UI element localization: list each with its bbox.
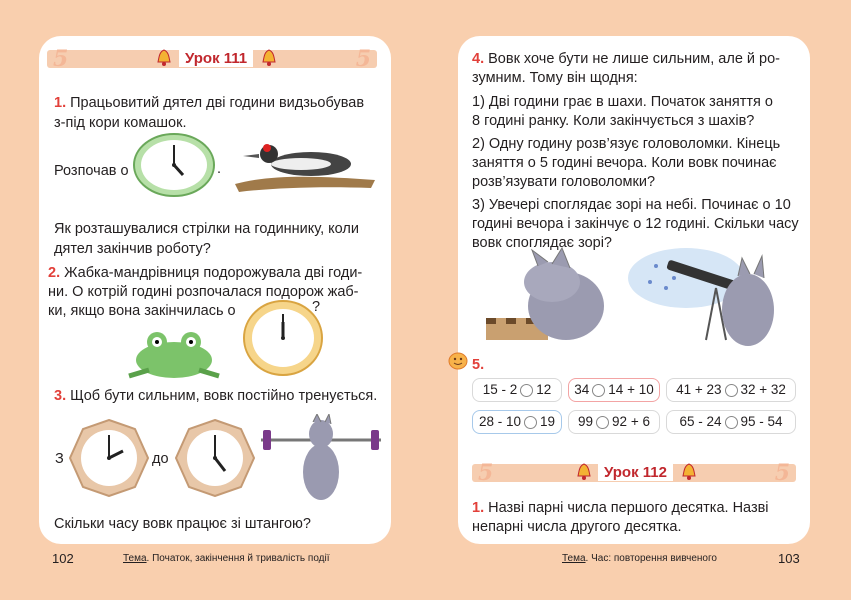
wolf-chess-image: [482, 246, 612, 346]
task1-line2: з-під кори комашок.: [54, 115, 187, 131]
comparison-box: [568, 410, 660, 434]
task3-from-label: З: [55, 451, 64, 467]
footer-text: . Час: повторення вивченого: [585, 553, 717, 564]
task5-number: [472, 355, 484, 375]
comparison-box: [666, 410, 796, 434]
task4-text: Вовк хоче бути не лише сильним, але й ро-: [488, 51, 781, 67]
expr-left: 34: [574, 382, 590, 397]
footer-topic-left: [123, 553, 330, 564]
decor-five-right: 5: [355, 46, 371, 72]
compare-circle[interactable]: [520, 384, 533, 397]
task2-line2: ни. О котрій годині розпочалася подорож жаб-: [48, 284, 359, 300]
task2-text: Жабка-мандрівниця подорожувала дві годи-: [64, 265, 363, 281]
footer-label: Тема: [123, 553, 147, 564]
task3-question: Скільки часу вовк працює зі штангою?: [54, 516, 311, 532]
task1-dot: .: [217, 161, 222, 177]
expr-right: 95 - 54: [740, 414, 783, 429]
comparison-box: [472, 378, 562, 402]
task-number: 4.: [472, 51, 485, 67]
task1-question-line2: дятел закінчив роботу?: [54, 241, 211, 257]
decor-five-left: 5: [478, 460, 494, 486]
expr-right: 32 + 32: [740, 382, 786, 397]
page-number-left: 102: [52, 551, 74, 566]
task1-start-label: Розпочав о: [54, 163, 129, 179]
task4-p2c: розв’язувати головоломки?: [472, 174, 656, 190]
clock-icon: [243, 300, 323, 376]
clock-icon: [175, 419, 255, 497]
task4-p3c: вовк споглядає зорі?: [472, 235, 612, 251]
task4-line2: зумним. Тому він щодня:: [472, 70, 638, 86]
task-number: 5.: [472, 357, 485, 373]
task-number: 3.: [54, 388, 67, 404]
woodpecker-image: [231, 134, 379, 196]
bell-icon: [681, 463, 697, 481]
expr-right: 92 + 6: [612, 414, 650, 429]
expr-right: 14 + 10: [608, 382, 654, 397]
wolf-barbell-image: [257, 414, 385, 506]
task4-p3a: 3) Увечері споглядає зорі на небі. Починає о 10: [472, 197, 791, 213]
expr-left: 65 - 24: [679, 414, 722, 429]
task4-p3b: годині вечора і закінчує о 12 годині. Скільки часу: [472, 216, 799, 232]
task2-line1: [48, 263, 362, 283]
lesson112-task1-line2: непарні числа другого десятка.: [472, 519, 682, 535]
lesson-title: Урок 112: [598, 464, 673, 481]
bell-icon: [576, 463, 592, 481]
task1-question-line1: Як розташувалися стрілки на годиннику, коли: [54, 221, 359, 237]
task-number: 1.: [472, 500, 485, 516]
expr-left: 99: [578, 414, 594, 429]
task-number: 2.: [48, 265, 61, 281]
comparison-box: [568, 378, 660, 402]
decor-five-left: 5: [53, 46, 69, 72]
task1-text: [54, 93, 364, 113]
footer-label: Тема: [562, 553, 586, 564]
compare-circle[interactable]: [592, 384, 605, 397]
task2-line3: ки, якщо вона закінчилась о: [48, 303, 236, 319]
task4-p2a: 2) Одну годину розв’язує головоломки. Кінець: [472, 136, 781, 152]
compare-circle[interactable]: [725, 416, 738, 429]
compare-circle[interactable]: [524, 416, 537, 429]
bell-icon: [261, 49, 277, 67]
lesson112-task1-text: Назві парні числа першого десятка. Назві: [488, 500, 769, 516]
task3-to-label: до: [152, 451, 169, 467]
lesson-title: Урок 111: [179, 50, 253, 67]
lesson112-task1-line1: [472, 498, 769, 518]
frog-image: [119, 326, 229, 382]
footer-topic-right: [562, 553, 717, 564]
comparison-box: [472, 410, 562, 434]
compare-circle[interactable]: [725, 384, 738, 397]
clock-icon: [133, 133, 215, 197]
wolf-telescope-image: [626, 244, 776, 348]
left-page: [39, 36, 391, 544]
task4-p1a: 1) Дві години грає в шахи. Початок заняття о: [472, 94, 773, 110]
task3-text: Щоб бути сильним, вовк постійно тренується.: [70, 388, 378, 404]
right-page: [458, 36, 810, 544]
task3-line: [54, 386, 377, 406]
comparison-box: [666, 378, 796, 402]
compare-circle[interactable]: [596, 416, 609, 429]
page-number-right: 103: [778, 551, 800, 566]
expr-left: 28 - 10: [478, 414, 521, 429]
expr-right: 19: [540, 414, 556, 429]
task4-p2b: заняття о 5 годині вечора. Коли вовк починає: [472, 155, 777, 171]
task2-qmark: ?: [312, 299, 321, 315]
expr-left: 15 - 2: [482, 382, 518, 397]
task1-line1: Працьовитий дятел дві години видзьобував: [70, 95, 365, 111]
expr-left: 41 + 23: [676, 382, 722, 397]
task4-line1: [472, 49, 780, 69]
task4-p1b: 8 годині ранку. Коли закінчується з шахів?: [472, 113, 755, 129]
footer-text: . Початок, закінчення й тривалість події: [146, 553, 330, 564]
task-number: 1.: [54, 95, 67, 111]
expr-right: 12: [536, 382, 552, 397]
smiley-icon: [448, 352, 468, 370]
bell-icon: [156, 49, 172, 67]
decor-five-right: 5: [774, 460, 790, 486]
clock-icon: [69, 419, 149, 497]
